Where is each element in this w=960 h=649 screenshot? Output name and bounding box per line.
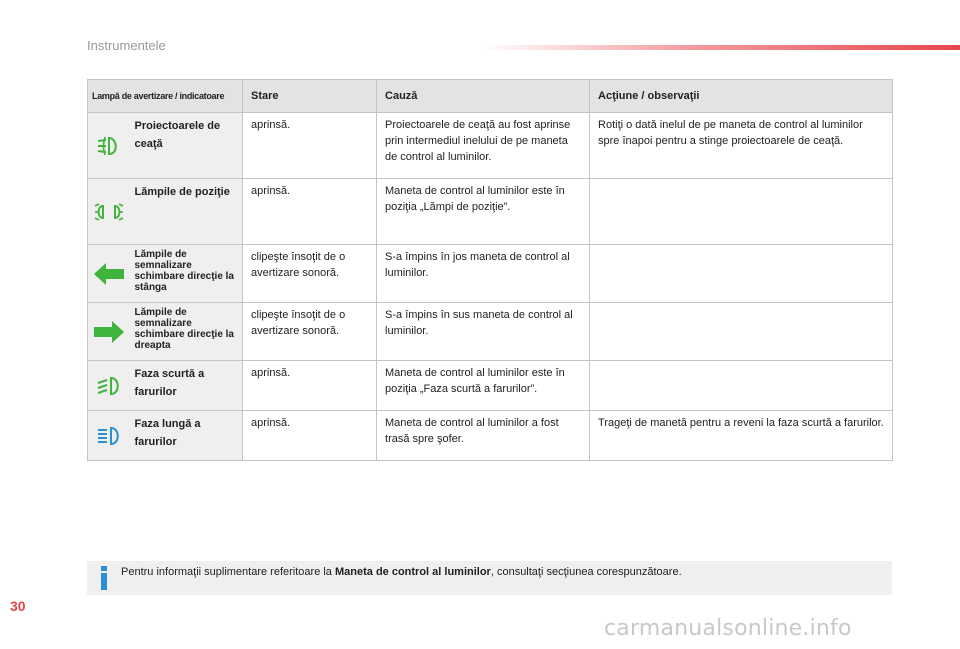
info-highlight: Maneta de control al luminilor xyxy=(334,566,491,578)
state-cell: aprinsă. xyxy=(243,113,377,179)
table-row xyxy=(88,361,893,411)
icon-cell xyxy=(88,245,131,303)
icon-cell xyxy=(88,179,131,245)
state-cell: clipeşte însoţit de o avertizare sonoră. xyxy=(243,303,377,361)
icon-cell xyxy=(88,113,131,179)
left-turn-signal-icon xyxy=(88,261,131,287)
table-row xyxy=(88,179,893,245)
table-header-row xyxy=(88,80,893,113)
cause-cell: S-a împins în jos maneta de control al luminilor. xyxy=(377,245,590,303)
warning-lamps-table xyxy=(87,79,893,461)
lamp-name: Lămpile de semnalizare schimbare direcţie la stânga xyxy=(131,245,243,303)
cause-cell: Proiectoarele de ceaţă au fost aprinse prin intermediul inelului de pe maneta de control al luminilor. xyxy=(377,113,590,179)
state-cell: aprinsă. xyxy=(243,361,377,411)
page-number: 30 xyxy=(10,598,26,614)
section-title: Instrumentele xyxy=(87,38,166,53)
action-cell xyxy=(590,303,893,361)
icon-cell xyxy=(88,411,131,461)
right-turn-signal-icon xyxy=(88,319,131,345)
state-cell: aprinsă. xyxy=(243,179,377,245)
action-cell xyxy=(590,245,893,303)
lamp-name: Lămpile de semnalizare schimbare direcţie la dreapta xyxy=(131,303,243,361)
cause-cell: S-a împins în sus maneta de control al luminilor. xyxy=(377,303,590,361)
dipped-beam-icon xyxy=(88,375,131,397)
action-cell xyxy=(590,361,893,411)
cause-cell: Maneta de control al luminilor este în poziţia „Faza scurtă a farurilor”. xyxy=(377,361,590,411)
icon-cell xyxy=(88,361,131,411)
info-text: Pentru informaţii suplimentare referitoare la Maneta de control al luminilor, consultaţi secţiunea corespunzătoare. xyxy=(121,566,682,578)
cause-cell: Maneta de control al luminilor a fost trasă spre şofer. xyxy=(377,411,590,461)
lamp-name: Proiectoarele de ceaţă xyxy=(131,113,243,179)
cause-cell: Maneta de control al luminilor este în poziţia „Lămpi de poziţie”. xyxy=(377,179,590,245)
lamp-name: Faza scurtă a farurilor xyxy=(131,361,243,411)
column-header-lamp: Lampă de avertizare / indicatoare xyxy=(88,80,243,113)
lamp-name: Lămpile de poziţie xyxy=(131,179,243,245)
table-row xyxy=(88,113,893,179)
side-lights-icon xyxy=(88,201,131,223)
front-fog-lamp-icon xyxy=(88,135,131,157)
action-cell xyxy=(590,179,893,245)
watermark: carmanualsonline.info xyxy=(604,616,852,641)
action-cell: Trageţi de manetă pentru a reveni la faza scurtă a farurilor. xyxy=(590,411,893,461)
info-box xyxy=(87,561,892,595)
column-header-action: Acţiune / observaţii xyxy=(590,80,893,113)
action-cell: Rotiţi o dată inelul de pe maneta de control al luminilor spre înapoi pentru a stinge proiectoarele de ceaţă. xyxy=(590,113,893,179)
table-row xyxy=(88,245,893,303)
main-beam-icon xyxy=(88,425,131,447)
table-row xyxy=(88,303,893,361)
state-cell: aprinsă. xyxy=(243,411,377,461)
column-header-state: Stare xyxy=(243,80,377,113)
state-cell: clipeşte însoţit de o avertizare sonoră. xyxy=(243,245,377,303)
info-icon xyxy=(98,565,110,591)
icon-cell xyxy=(88,303,131,361)
column-header-cause: Cauză xyxy=(377,80,590,113)
header-accent-line xyxy=(480,45,960,50)
lamp-name: Faza lungă a farurilor xyxy=(131,411,243,461)
table-row xyxy=(88,411,893,461)
